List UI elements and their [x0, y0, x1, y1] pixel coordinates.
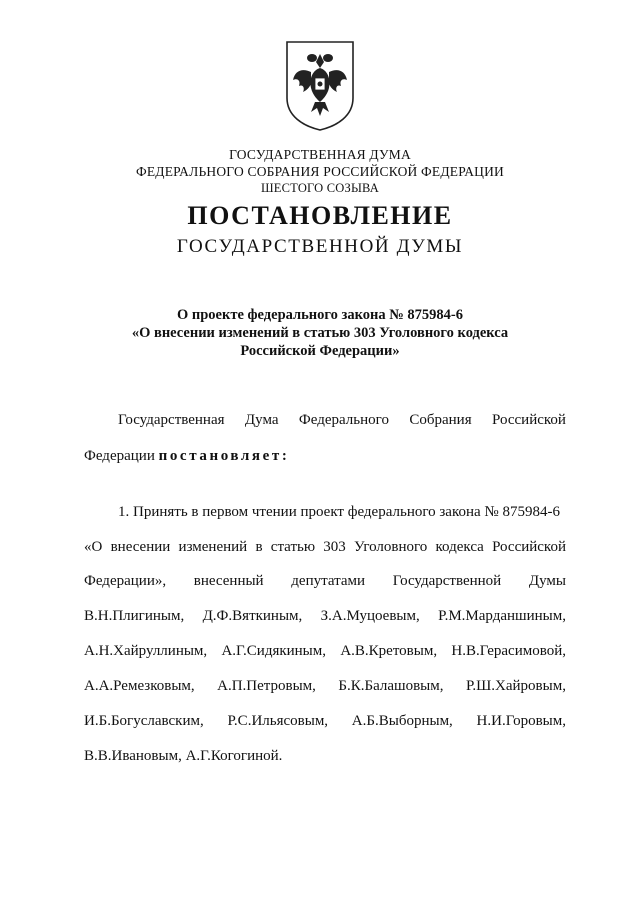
deputy-name: В.Н.Плигиным,	[84, 608, 185, 624]
item1-line-3	[84, 571, 566, 591]
document-subtitle: ГОСУДАРСТВЕННОЙ ДУМЫ	[176, 236, 464, 257]
item1-line-5	[84, 641, 566, 661]
word: изменений	[178, 539, 248, 555]
org-line-assembly: ФЕДЕРАЛЬНОГО СОБРАНИЯ РОССИЙСКОЙ ФЕДЕРАЦИИ	[136, 164, 504, 179]
deputy-name: А.Г.Сидякиным,	[221, 643, 327, 659]
subject-line-1: О проекте федерального закона № 875984-6	[176, 307, 464, 323]
word: Уголовного	[354, 539, 428, 555]
deputy-name: И.Б.Богуславским,	[84, 713, 204, 729]
deputy-name: А.Б.Выборным,	[351, 713, 453, 729]
coat-of-arms-emblem	[283, 40, 357, 132]
deputy-name: Н.В.Герасимовой,	[451, 643, 566, 659]
word: Государственной	[392, 573, 502, 589]
preamble-line-2	[84, 446, 566, 466]
word: кодекса	[435, 539, 484, 555]
word: «О	[84, 539, 103, 555]
preamble-word: Российской	[492, 412, 566, 428]
deputy-name: Д.Ф.Вяткиным,	[202, 608, 303, 624]
deputy-name: А.Н.Хайруллиным,	[84, 643, 208, 659]
word: статью	[270, 539, 316, 555]
deputy-name: Р.М.Марданшиным,	[438, 608, 566, 624]
item1-line-6	[84, 676, 566, 696]
deputy-name: З.А.Муцоевым,	[320, 608, 420, 624]
deputy-name: Р.С.Ильясовым,	[227, 713, 329, 729]
resolves-word: постановляет:	[158, 448, 290, 464]
deputy-name: А.В.Кретовым,	[340, 643, 438, 659]
preamble-word: Государственная	[118, 412, 225, 428]
org-line-convocation: ШЕСТОГО СОЗЫВА	[260, 181, 380, 195]
word: в	[255, 539, 263, 555]
org-line-duma: ГОСУДАРСТВЕННАЯ ДУМА	[229, 147, 411, 162]
deputy-name: А.А.Ремезковым,	[84, 678, 195, 694]
word: Думы	[528, 573, 566, 589]
subject-line-2: «О внесении изменений в статью 303 Уголовного кодекса	[131, 325, 509, 341]
word: внесенный	[193, 573, 264, 589]
word: депутатами	[291, 573, 366, 589]
word: внесении	[110, 539, 171, 555]
word: 303	[323, 539, 346, 555]
item1-line-2	[84, 537, 566, 557]
deputy-name: Н.И.Горовым,	[476, 713, 566, 729]
subject-line-3: Российской Федерации»	[240, 343, 400, 359]
item1-line-1: 1. Принять в первом чтении проект федерального закона № 875984-6	[118, 504, 560, 520]
item1-line-7	[84, 711, 566, 731]
preamble-federation: Федерации	[84, 448, 155, 464]
deputy-name: Б.К.Балашовым,	[338, 678, 444, 694]
item1-line-4	[84, 606, 566, 626]
preamble-line-1	[118, 410, 566, 430]
deputy-name: А.П.Петровым,	[217, 678, 316, 694]
word: Российской	[492, 539, 566, 555]
item1-line-8: В.В.Ивановым, А.Г.Когогиной.	[84, 748, 283, 764]
deputy-name: Р.Ш.Хайровым,	[465, 678, 566, 694]
word: Федерации»,	[84, 573, 167, 589]
preamble-word: Дума	[244, 412, 279, 428]
document-title: ПОСТАНОВЛЕНИЕ	[187, 201, 453, 230]
preamble-word: Собрания	[409, 412, 472, 428]
preamble-word: Федерального	[298, 412, 389, 428]
